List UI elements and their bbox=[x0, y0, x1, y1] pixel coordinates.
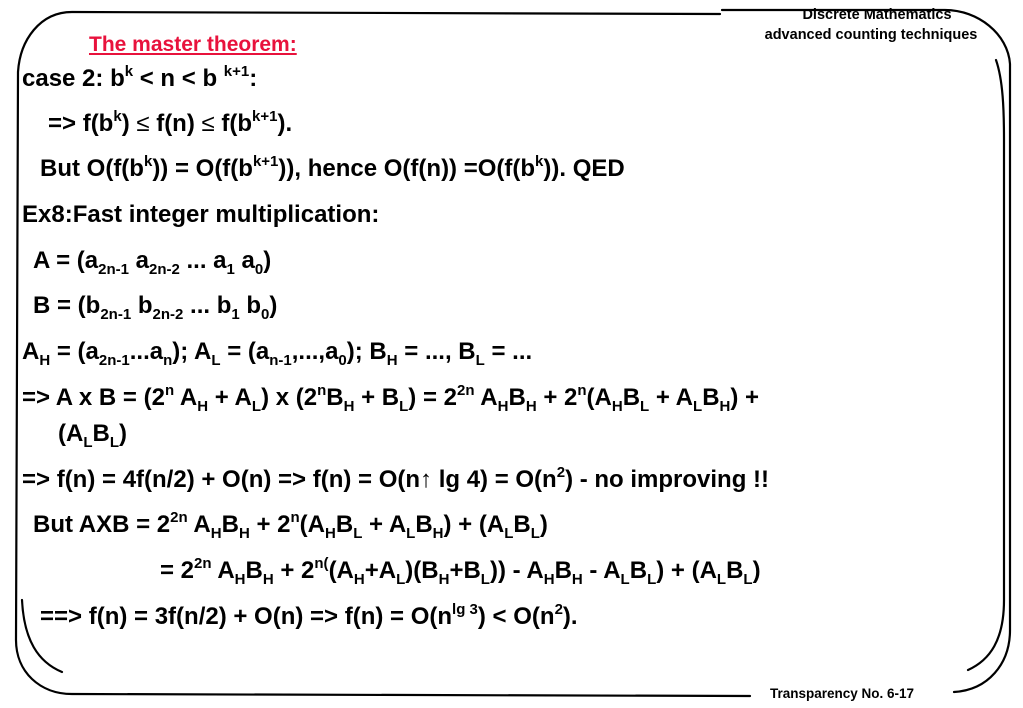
superscript: k+1 bbox=[252, 108, 278, 125]
formula-text: But O(f(b bbox=[40, 155, 144, 182]
formula-text: ) = 2 bbox=[408, 384, 457, 411]
superscript: 2n bbox=[170, 509, 188, 526]
formula-text: + 2 bbox=[249, 511, 291, 538]
formula-text: => f(b bbox=[48, 110, 114, 137]
formula-text: (A bbox=[58, 420, 84, 447]
subscript: H bbox=[432, 525, 444, 542]
subscript: L bbox=[620, 571, 630, 588]
formula-text: ) + (A bbox=[443, 511, 505, 538]
line-halves-definition bbox=[22, 338, 533, 369]
subscript: H bbox=[611, 398, 623, 415]
formula-text: (A bbox=[586, 384, 612, 411]
formula-text: A bbox=[174, 384, 198, 411]
formula-text: ); B bbox=[346, 338, 387, 365]
subscript: H bbox=[210, 525, 222, 542]
line-a-digits bbox=[33, 247, 272, 278]
formula-text: B bbox=[702, 384, 720, 411]
subscript: H bbox=[262, 571, 274, 588]
formula-text: + A bbox=[208, 384, 252, 411]
subscript: L bbox=[475, 352, 485, 369]
line-rewritten-product bbox=[160, 555, 761, 588]
formula-text: b bbox=[131, 292, 153, 319]
formula-text: A bbox=[22, 338, 40, 365]
superscript: 2n bbox=[194, 555, 212, 572]
formula-text: (A bbox=[299, 511, 325, 538]
formula-text: B bbox=[726, 557, 744, 584]
formula-text: = (a bbox=[220, 338, 270, 365]
subscript: L bbox=[396, 571, 406, 588]
line-b-digits bbox=[33, 292, 278, 323]
formula-text: B bbox=[245, 557, 263, 584]
math-symbol: ≤ bbox=[201, 110, 215, 137]
subscript: H bbox=[353, 571, 365, 588]
superscript: k bbox=[535, 153, 544, 170]
formula-text: A bbox=[474, 384, 498, 411]
subscript: H bbox=[525, 398, 537, 415]
formula-text: ==> f(n) = 3f(n/2) + O(n) => f(n) = O(n bbox=[40, 603, 453, 630]
formula-text: B bbox=[92, 420, 110, 447]
subscript: n-1 bbox=[269, 352, 292, 369]
subscript: L bbox=[647, 571, 657, 588]
slide-title: The master theorem: bbox=[89, 33, 297, 56]
subscript: L bbox=[640, 398, 650, 415]
subscript: H bbox=[197, 398, 209, 415]
formula-text: )) - A bbox=[489, 557, 544, 584]
formula-text: f(n) bbox=[149, 110, 202, 137]
formula-text: But AXB = 2 bbox=[33, 511, 171, 538]
line-but-axb bbox=[33, 509, 548, 542]
superscript: n bbox=[577, 382, 587, 399]
formula-text: B bbox=[629, 557, 648, 584]
subscript: H bbox=[719, 398, 731, 415]
formula-text: B bbox=[221, 511, 239, 538]
formula-text: B bbox=[508, 384, 526, 411]
math-symbol: ↑ bbox=[420, 466, 433, 493]
subscript: L bbox=[743, 571, 753, 588]
formula-text: ) x (2 bbox=[261, 384, 318, 411]
formula-text: : bbox=[249, 65, 258, 92]
superscript: k bbox=[124, 63, 134, 80]
superscript: 2 bbox=[556, 464, 566, 481]
frame-top-right-line bbox=[719, 10, 1010, 692]
formula-text: + B bbox=[354, 384, 400, 411]
subscript: L bbox=[504, 525, 514, 542]
formula-text: B bbox=[415, 511, 433, 538]
course-subtitle: advanced counting techniques bbox=[764, 27, 978, 43]
subscript: H bbox=[386, 352, 398, 369]
superscript: k+1 bbox=[252, 153, 279, 170]
subscript: H bbox=[234, 571, 246, 588]
subscript: H bbox=[571, 571, 583, 588]
superscript: lg 3 bbox=[452, 601, 478, 618]
line-product-expansion-cont bbox=[58, 420, 128, 451]
formula-text: )). QED bbox=[543, 155, 625, 182]
formula-text: - A bbox=[582, 557, 621, 584]
subscript: H bbox=[497, 398, 509, 415]
subscript: 1 bbox=[231, 306, 240, 323]
subscript: L bbox=[406, 525, 416, 542]
subscript: H bbox=[238, 525, 250, 542]
frame-inner-right-line bbox=[968, 60, 1004, 670]
formula-text: +A bbox=[364, 557, 397, 584]
subscript: L bbox=[211, 352, 221, 369]
formula-text: ) + bbox=[730, 384, 760, 411]
transparency-number: Transparency No. 6-17 bbox=[770, 686, 915, 701]
formula-text: + A bbox=[362, 511, 407, 538]
superscript: k bbox=[143, 153, 153, 170]
subscript: 2n-2 bbox=[152, 306, 184, 323]
formula-text: Ex8:Fast integer multiplication: bbox=[22, 201, 380, 228]
formula-text: = (a bbox=[50, 338, 99, 365]
formula-text: ) < O(n bbox=[477, 603, 555, 630]
subscript: 2n-1 bbox=[100, 306, 132, 323]
formula-text: => A x B = (2 bbox=[22, 384, 165, 411]
formula-text: ,...,a bbox=[291, 338, 339, 365]
subscript: 0 bbox=[261, 306, 270, 323]
subscript: H bbox=[325, 525, 336, 542]
formula-text: )) = O(f(b bbox=[152, 155, 253, 182]
formula-text: b bbox=[239, 292, 262, 319]
formula-text: ) bbox=[752, 557, 761, 584]
course-title: Discrete Mathematics bbox=[802, 7, 952, 23]
line-product-expansion bbox=[22, 382, 760, 415]
formula-text: = 2 bbox=[160, 557, 195, 584]
formula-text: => f(n) = 4f(n/2) + O(n) => f(n) = O(n bbox=[22, 466, 421, 493]
subscript: L bbox=[109, 434, 120, 451]
formula-text: < n < b bbox=[133, 65, 224, 92]
subscript: 2n-1 bbox=[98, 352, 130, 369]
formula-text: ... b bbox=[183, 292, 232, 319]
subscript: H bbox=[438, 571, 450, 588]
formula-text: B bbox=[622, 384, 641, 411]
formula-text: ...a bbox=[129, 338, 164, 365]
superscript: k+1 bbox=[223, 63, 250, 80]
formula-text: ) bbox=[121, 110, 137, 137]
formula-text: B = (b bbox=[33, 292, 101, 319]
formula-text: )(B bbox=[405, 557, 439, 584]
formula-text: B bbox=[335, 511, 354, 538]
superscript: n bbox=[317, 382, 327, 399]
subscript: n bbox=[163, 352, 173, 369]
formula-text: = ... bbox=[484, 338, 533, 365]
math-symbol: ≤ bbox=[136, 110, 150, 137]
subscript: L bbox=[530, 525, 540, 542]
subscript: L bbox=[716, 571, 727, 588]
line-qed bbox=[40, 155, 625, 183]
superscript: n( bbox=[314, 555, 329, 572]
formula-text: A bbox=[187, 511, 211, 538]
subscript: 0 bbox=[338, 352, 347, 369]
formula-text: B bbox=[513, 511, 531, 538]
formula-text: A = (a bbox=[33, 247, 99, 274]
formula-text: ) bbox=[269, 292, 278, 319]
superscript: k bbox=[113, 108, 122, 125]
formula-text: B bbox=[554, 557, 572, 584]
subscript: 2n-2 bbox=[149, 261, 180, 278]
subscript: L bbox=[83, 434, 93, 451]
formula-text: ... a bbox=[179, 247, 227, 274]
formula-text: )), hence O(f(n)) =O(f(b bbox=[278, 155, 536, 182]
subscript: H bbox=[39, 352, 51, 369]
formula-text: ). bbox=[562, 603, 578, 630]
subscript: L bbox=[353, 525, 363, 542]
formula-text: ) - no improving !! bbox=[565, 466, 770, 493]
superscript: n bbox=[290, 509, 300, 526]
subscript: 0 bbox=[254, 261, 264, 278]
formula-text: + A bbox=[649, 384, 694, 411]
formula-text: + 2 bbox=[536, 384, 578, 411]
formula-text: + 2 bbox=[273, 557, 315, 584]
line-final-recurrence bbox=[40, 603, 578, 631]
subscript: L bbox=[693, 398, 703, 415]
subscript: H bbox=[343, 398, 355, 415]
formula-text: = ..., B bbox=[397, 338, 476, 365]
subscript: H bbox=[543, 571, 555, 588]
subscript: L bbox=[251, 398, 262, 415]
formula-text: a bbox=[234, 247, 255, 274]
subscript: 2n-1 bbox=[98, 261, 129, 278]
superscript: n bbox=[164, 382, 175, 399]
line-example-heading bbox=[22, 201, 379, 229]
superscript: 2n bbox=[457, 382, 475, 399]
formula-text: ) bbox=[263, 247, 272, 274]
formula-text: f(b bbox=[214, 110, 252, 137]
formula-text: A bbox=[211, 557, 235, 584]
formula-text: a bbox=[128, 247, 149, 274]
subscript: L bbox=[480, 571, 490, 588]
line-bound-inequality bbox=[48, 110, 292, 138]
formula-text: (A bbox=[328, 557, 354, 584]
formula-text: +B bbox=[449, 557, 481, 584]
formula-text: case 2: b bbox=[22, 65, 125, 92]
line-case-2 bbox=[22, 65, 257, 93]
subscript: L bbox=[399, 398, 409, 415]
formula-text: ); A bbox=[172, 338, 212, 365]
formula-text: lg 4) = O(n bbox=[432, 466, 557, 493]
formula-text: ) bbox=[119, 420, 128, 447]
subscript: 1 bbox=[226, 261, 235, 278]
formula-text: ). bbox=[277, 110, 293, 137]
formula-text: ) bbox=[539, 511, 548, 538]
formula-text: B bbox=[326, 384, 344, 411]
formula-text: ) + (A bbox=[656, 557, 717, 584]
superscript: 2 bbox=[554, 601, 563, 618]
line-recurrence-no-improvement bbox=[22, 466, 769, 494]
